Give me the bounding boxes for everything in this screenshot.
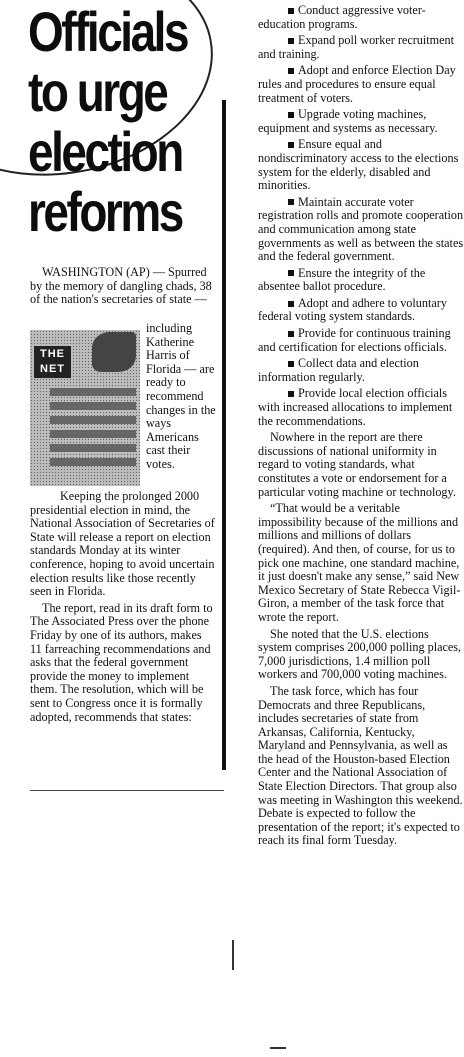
- paragraph-quote: “That would be a veritable impossibility because of the millions and millions and millions of dollars (required). And then, of course, for us to pick one machine, one standard machine, it just doesn't make any sense,” said New Mexico Secretary of State Rebecca Vigil-Giron, a member of the task force that wrote the report.: [258, 501, 461, 624]
- headline-line-1: Officials: [28, 0, 188, 63]
- bullet-square-icon: [288, 38, 294, 44]
- headline-line-2: to urge: [28, 60, 167, 123]
- bullet-item: Provide local election officials with increased allocations to implement the recommendations.: [258, 386, 453, 428]
- bullet-item: Conduct aggressive voter-education programs.: [258, 3, 426, 31]
- bullet-item: Ensure the integrity of the absentee ballot procedure.: [258, 265, 426, 294]
- net-graphic-image: [92, 332, 136, 372]
- headline-line-3: election: [28, 120, 182, 183]
- bullet-item: Maintain accurate voter registration rolls and promote cooperation and communication among state governments as well as between the states and the federal government.: [258, 194, 464, 264]
- dateline-paragraph: WASHINGTON (AP) — Spurred by the memory of dangling chads, 38 of the nation's secretaries of state —: [30, 265, 212, 307]
- bullet-square-icon: [288, 199, 294, 205]
- wrap-paragraph: including Katherine Harris of Florida — are ready to recommend changes in the ways Americans cast their votes.: [146, 321, 216, 471]
- paragraph-noted: She noted that the U.S. elections system comprises 200,000 polling places, 7,000 jurisdictions, 1.4 million poll workers and 700,000 voting machines.: [258, 626, 462, 682]
- bottom-rule: [30, 790, 224, 791]
- left-column: [30, 266, 215, 310]
- bullet-item: Collect data and election information regularly.: [258, 356, 419, 384]
- bullet-square-icon: [288, 270, 294, 276]
- bullet-item: Provide for continuous training and certification for elections officials.: [258, 326, 451, 354]
- bullet-square-icon: [288, 361, 294, 367]
- paragraph-nowhere: Nowhere in the report are there discussions of national uniformity in regard to voting standards, what constitutes a vote or endorsement for a particular voting machine or technology.: [258, 430, 456, 499]
- sidebar-blurred-line: [50, 416, 136, 424]
- sidebar-blurred-line: [50, 402, 136, 410]
- the-net-label: [34, 346, 71, 378]
- crop-mark: [232, 940, 234, 970]
- net-label-line-2: NET: [40, 363, 65, 375]
- column-rule: [222, 100, 226, 770]
- headline-line-4: reforms: [28, 180, 182, 243]
- the-net-sidebar: [30, 330, 140, 486]
- bullet-square-icon: [288, 142, 294, 148]
- paragraph-keeping: Keeping the prolonged 2000 presidential election in mind, the National Association of Secretaries of State will release a report on election standards Monday at its winter conference, hoping to avoid uncertain election results like those recently seen in Florida.: [30, 489, 215, 599]
- bullet-item: Adopt and enforce Election Day rules and procedures to ensure equal treatment of voters.: [258, 63, 456, 105]
- sidebar-blurred-line: [50, 458, 136, 466]
- bullet-square-icon: [288, 391, 294, 397]
- headline: [28, 2, 192, 242]
- sidebar-blurred-line: [50, 388, 136, 396]
- bullet-square-icon: [288, 331, 294, 337]
- bullet-square-icon: [288, 68, 294, 74]
- paragraph-report: The report, read in its draft form to The Associated Press over the phone Friday by one of its authors, makes 11 farreaching recommendations and asks that the federal government provide the money to implement them. The resolution, which will be sent to Congress once it is formally adopted, recommends that states:: [30, 600, 213, 724]
- bullet-item: Ensure equal and nondiscriminatory access to the elections system for the elderly, disabled and minorities.: [258, 137, 459, 193]
- sidebar-blurred-line: [50, 444, 136, 452]
- right-column: [258, 4, 464, 851]
- bullet-square-icon: [288, 301, 294, 307]
- net-label-line-1: THE: [40, 348, 65, 360]
- bullet-item: Upgrade voting machines, equipment and systems as necessary.: [258, 107, 438, 135]
- bullet-item: Expand poll worker recruitment and training.: [258, 33, 455, 61]
- bullet-square-icon: [288, 8, 294, 14]
- sidebar-blurred-line: [50, 430, 136, 438]
- bullet-item: Adopt and adhere to voluntary federal voting system standards.: [258, 295, 447, 324]
- crop-mark: [270, 1047, 286, 1049]
- bullet-square-icon: [288, 112, 294, 118]
- left-column-continued: [30, 490, 215, 724]
- paragraph-task-force: The task force, which has four Democrats and three Republicans, includes secretaries of state from Arkansas, California, Kentucky, Maryland and Pennsylvania, as well as the head of the Houston-based Election Center and the National Association of State Election Directors. That group also was meeting in Washington this weekend. Debate is expected to follow the presentation of the report; it's expected to reach its final form Tuesday.: [258, 683, 463, 848]
